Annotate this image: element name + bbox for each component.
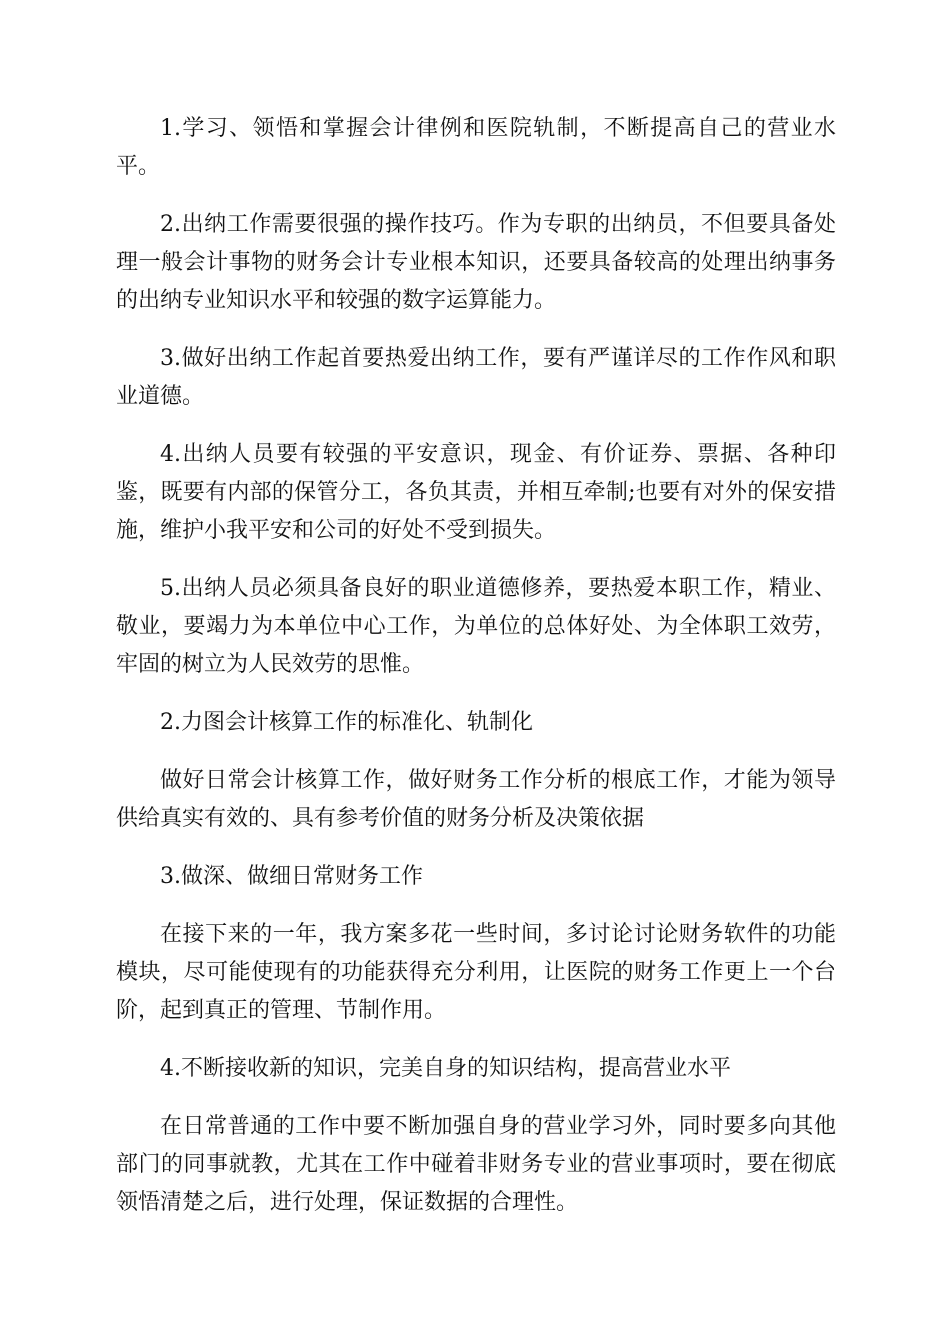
paragraph-3: 3.做好出纳工作起首要热爱出纳工作，要有严谨详尽的工作作风和职业道德。 — [116, 346, 836, 409]
paragraph-2: 2.出纳工作需要很强的操作技巧。作为专职的出纳员，不但要具备处理一般会计事物的财务会计专业根本知识，还要具备较高的处理出纳事务的出纳专业知识水平和较强的数字运算能力。 — [116, 212, 836, 313]
paragraph-4: 4.出纳人员要有较强的平安意识，现金、有价证券、票据、各种印鉴，既要有内部的保管分工，各负其责，并相互牵制;也要有对外的保安措施，维护小我平安和公司的好处不受到损失。 — [116, 442, 836, 543]
section-heading-daily-work: 3.做深、做细日常财务工作 — [160, 864, 423, 889]
paragraph-standardization: 做好日常会计核算工作，做好财务工作分析的根底工作，才能为领导供给真实有效的、具有参考价值的财务分析及决策依据 — [116, 768, 836, 831]
paragraph-daily-work: 在接下来的一年，我方案多花一些时间，多讨论讨论财务软件的功能模块，尽可能使现有的功能获得充分利用，让医院的财务工作更上一个台阶，起到真正的管理、节制作用。 — [116, 922, 836, 1023]
paragraph-1: 1.学习、领悟和掌握会计律例和医院轨制，不断提高自己的营业水平。 — [116, 116, 836, 179]
document-body — [116, 110, 836, 1242]
paragraph-learning: 在日常普通的工作中要不断加强自身的营业学习外，同时要多向其他部门的同事就教，尤其在工作中碰着非财务专业的营业事项时，要在彻底领悟清楚之后，进行处理，保证数据的合理性。 — [116, 1114, 836, 1215]
paragraph-5: 5.出纳人员必须具备良好的职业道德修养，要热爱本职工作，精业、敬业，要竭力为本单位中心工作，为单位的总体好处、为全体职工效劳，牢固的树立为人民效劳的思惟。 — [116, 576, 836, 677]
section-heading-learning: 4.不断接收新的知识，完美自身的知识结构，提高营业水平 — [160, 1056, 731, 1081]
section-heading-standardization: 2.力图会计核算工作的标准化、轨制化 — [160, 710, 533, 735]
